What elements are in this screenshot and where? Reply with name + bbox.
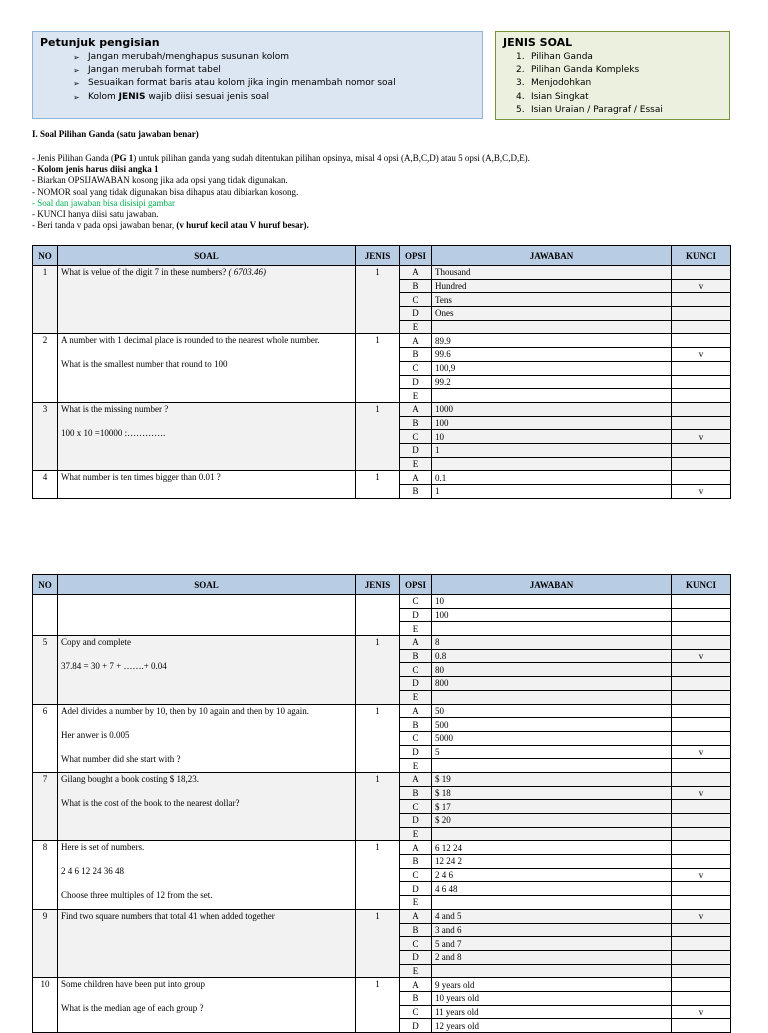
jenis-soal-box <box>495 31 730 120</box>
option-row <box>33 266 731 280</box>
table-header-row <box>33 246 731 266</box>
option-answer: 11 years old <box>432 1005 672 1019</box>
option-letter: C <box>400 595 432 609</box>
question-line-text: What is the median age of each group ? <box>61 1003 204 1014</box>
question-jenis: 1 <box>356 471 400 498</box>
option-key <box>672 266 731 280</box>
note-line: - Soal dan jawaban bisa disisipi gambar <box>32 197 175 208</box>
question-line <box>61 660 352 672</box>
question-line <box>61 358 352 370</box>
option-row <box>33 334 731 348</box>
note-line: - Beri tanda v pada opsi jawaban benar, (v huruf kecil atau V huruf besar). <box>32 220 309 231</box>
question-text <box>58 704 356 772</box>
option-answer: 100 <box>432 608 672 622</box>
option-letter: E <box>400 457 432 471</box>
header-jenis: JENIS <box>356 575 400 595</box>
option-key <box>672 1019 731 1033</box>
option-answer: 10 years old <box>432 991 672 1005</box>
option-answer: 0.1 <box>432 471 672 485</box>
option-answer: $ 18 <box>432 786 672 800</box>
jenis-soal-item: 5. Isian Uraian / Paragraf / Essai <box>516 104 663 115</box>
option-letter: D <box>400 677 432 691</box>
question-jenis <box>356 595 400 636</box>
option-answer <box>432 690 672 704</box>
option-letter: E <box>400 827 432 841</box>
option-letter: A <box>400 841 432 855</box>
option-letter: A <box>400 402 432 416</box>
option-key <box>672 772 731 786</box>
question-table-2 <box>32 574 731 1033</box>
option-answer: Hundred <box>432 279 672 293</box>
option-answer <box>432 964 672 978</box>
header-jawaban: JAWABAN <box>432 575 672 595</box>
question-jenis: 1 <box>356 772 400 840</box>
notes-block <box>32 153 530 231</box>
option-row <box>33 841 731 855</box>
instructions-list <box>33 49 482 104</box>
option-letter: C <box>400 430 432 444</box>
header-no: NO <box>33 246 58 266</box>
arrow-bullet-icon: ➢ <box>73 53 80 62</box>
question-line <box>61 334 352 346</box>
question-line-text: What is velue of the digit 7 in these numbers? <box>61 267 229 277</box>
option-answer: $ 20 <box>432 814 672 828</box>
option-key: v <box>672 786 731 800</box>
question-line <box>61 773 352 785</box>
option-key <box>672 361 731 375</box>
option-answer: 0.8 <box>432 649 672 663</box>
question-line <box>61 889 352 901</box>
option-key <box>672 759 731 773</box>
option-answer: 6 12 24 <box>432 841 672 855</box>
option-key <box>672 471 731 485</box>
option-answer <box>432 759 672 773</box>
arrow-bullet-icon: ➢ <box>73 92 80 102</box>
option-answer: 4 6 48 <box>432 882 672 896</box>
option-letter: A <box>400 471 432 485</box>
jenis-soal-item: 2. Pilihan Ganda Kompleks <box>516 65 640 76</box>
option-answer: 80 <box>432 663 672 677</box>
option-key <box>672 950 731 964</box>
option-answer: 9 years old <box>432 978 672 992</box>
option-answer: 3 and 6 <box>432 923 672 937</box>
option-key <box>672 334 731 348</box>
option-answer: 4 and 5 <box>432 909 672 923</box>
option-key <box>672 855 731 869</box>
option-key <box>672 896 731 910</box>
option-key: v <box>672 279 731 293</box>
question-text <box>58 334 356 402</box>
option-answer: 50 <box>432 704 672 718</box>
header-jawaban: JAWABAN <box>432 246 672 266</box>
option-letter: C <box>400 1005 432 1019</box>
question-number <box>33 595 58 636</box>
option-answer: 1 <box>432 485 672 499</box>
option-row <box>33 772 731 786</box>
question-line <box>61 753 352 765</box>
question-number: 2 <box>33 334 58 402</box>
option-key: v <box>672 868 731 882</box>
header-opsi: OPSI <box>400 246 432 266</box>
instructions-box <box>32 31 483 119</box>
question-line-text: Copy and complete <box>61 637 131 648</box>
question-line-text: What number is ten times bigger than 0.01 ? <box>61 472 221 483</box>
option-answer: 5000 <box>432 731 672 745</box>
option-answer: 10 <box>432 430 672 444</box>
question-jenis: 1 <box>356 636 400 704</box>
option-key <box>672 389 731 403</box>
option-letter: E <box>400 759 432 773</box>
option-answer <box>432 622 672 636</box>
option-letter: D <box>400 814 432 828</box>
option-answer: 100 <box>432 416 672 430</box>
jenis-soal-title: JENIS SOAL <box>503 36 573 49</box>
option-key <box>672 923 731 937</box>
option-letter: D <box>400 1019 432 1033</box>
option-letter: D <box>400 307 432 321</box>
option-key <box>672 443 731 457</box>
instructions-title: Petunjuk pengisian <box>40 36 160 49</box>
question-jenis: 1 <box>356 334 400 402</box>
option-answer: $ 19 <box>432 772 672 786</box>
option-answer: 8 <box>432 636 672 650</box>
option-key <box>672 937 731 951</box>
question-line-text: Adel divides a number by 10, then by 10 again and then by 10 again. <box>61 705 309 716</box>
question-number: 9 <box>33 909 58 977</box>
option-row <box>33 402 731 416</box>
note-line: - KUNCI hanya diisi satu jawaban. <box>32 209 159 220</box>
instruction-item: ➢ Jangan merubah format tabel <box>73 64 482 77</box>
jenis-soal-item: 3. Menjodohkan <box>516 78 592 89</box>
option-letter: B <box>400 855 432 869</box>
option-row <box>33 978 731 992</box>
option-letter: C <box>400 361 432 375</box>
question-line <box>61 1002 352 1014</box>
question-jenis: 1 <box>356 909 400 977</box>
option-answer: 12 years old <box>432 1019 672 1033</box>
option-letter: E <box>400 389 432 403</box>
option-key: v <box>672 909 731 923</box>
question-line-text: What is the cost of the book to the nearest dollar? <box>61 797 240 808</box>
jenis-soal-list <box>496 49 729 117</box>
option-key <box>672 690 731 704</box>
jenis-soal-item: 4. Isian Singkat <box>516 91 589 102</box>
option-key <box>672 718 731 732</box>
arrow-bullet-icon: ➢ <box>73 79 80 89</box>
option-letter: B <box>400 485 432 499</box>
option-key <box>672 320 731 334</box>
question-number: 1 <box>33 266 58 334</box>
option-key <box>672 827 731 841</box>
question-text <box>58 841 356 909</box>
header-no: NO <box>33 575 58 595</box>
question-line-text: Some children have been put into group <box>61 979 205 990</box>
option-key: v <box>672 745 731 759</box>
question-line-text: Choose three multiples of 12 from the set. <box>61 890 213 901</box>
question-line <box>61 910 352 922</box>
option-row <box>33 704 731 718</box>
option-answer: 10 <box>432 595 672 609</box>
option-key: v <box>672 649 731 663</box>
option-letter: B <box>400 416 432 430</box>
option-answer: 100,9 <box>432 361 672 375</box>
option-key <box>672 800 731 814</box>
option-key <box>672 663 731 677</box>
question-text <box>58 471 356 498</box>
question-number: 3 <box>33 402 58 470</box>
option-key <box>672 677 731 691</box>
option-answer: 89.9 <box>432 334 672 348</box>
option-key <box>672 457 731 471</box>
option-row <box>33 595 731 609</box>
option-letter: A <box>400 636 432 650</box>
note-line: - Kolom jenis harus diisi angka 1 <box>32 164 159 175</box>
question-text <box>58 595 356 636</box>
option-key <box>672 964 731 978</box>
arrow-bullet-icon: ➢ <box>73 66 80 76</box>
note-line: - Jenis Pilihan Ganda (PG 1) untuk pilihan ganda yang sudah ditentukan pilihan opsinya, misal 4 opsi (A,B,C,D) atau 5 opsi (A,B,C,D,E). <box>32 153 530 163</box>
option-key: v <box>672 1005 731 1019</box>
table-header-row <box>33 575 731 595</box>
question-number: 5 <box>33 636 58 704</box>
option-answer: 800 <box>432 677 672 691</box>
option-letter: C <box>400 293 432 307</box>
option-letter: B <box>400 786 432 800</box>
option-letter: D <box>400 443 432 457</box>
option-letter: D <box>400 608 432 622</box>
option-row <box>33 636 731 650</box>
question-number: 10 <box>33 978 58 1033</box>
option-letter: C <box>400 663 432 677</box>
option-answer: 500 <box>432 718 672 732</box>
option-key <box>672 814 731 828</box>
option-key <box>672 608 731 622</box>
question-text <box>58 266 356 334</box>
question-line <box>61 266 352 278</box>
option-key: v <box>672 348 731 362</box>
option-answer: 5 <box>432 745 672 759</box>
question-line-text: 37.84 = 30 + 7 + …….+ 0.04 <box>61 661 167 672</box>
jenis-soal-item: 1. Pilihan Ganda <box>516 52 593 62</box>
question-line <box>61 471 352 483</box>
option-letter: D <box>400 950 432 964</box>
option-letter: E <box>400 320 432 334</box>
question-line <box>61 797 352 809</box>
option-answer: $ 17 <box>432 800 672 814</box>
option-letter: E <box>400 896 432 910</box>
option-key: v <box>672 430 731 444</box>
option-key <box>672 622 731 636</box>
option-letter: C <box>400 731 432 745</box>
option-answer: 1000 <box>432 402 672 416</box>
header-opsi: OPSI <box>400 575 432 595</box>
question-line-italic: ( 6703.46) <box>228 267 266 277</box>
option-letter: A <box>400 704 432 718</box>
header-kunci: KUNCI <box>672 246 731 266</box>
option-key <box>672 375 731 389</box>
option-answer <box>432 457 672 471</box>
option-key <box>672 595 731 609</box>
option-key <box>672 978 731 992</box>
option-answer: 2 and 8 <box>432 950 672 964</box>
option-letter: A <box>400 909 432 923</box>
question-line <box>61 978 352 990</box>
option-key <box>672 402 731 416</box>
option-answer <box>432 320 672 334</box>
option-letter: C <box>400 868 432 882</box>
question-line-text: What number did she start with ? <box>61 753 181 764</box>
option-key <box>672 991 731 1005</box>
question-line-text: 100 x 10 =10000 :…………. <box>61 427 166 438</box>
option-row <box>33 909 731 923</box>
question-text <box>58 402 356 470</box>
option-key <box>672 841 731 855</box>
header-kunci: KUNCI <box>672 575 731 595</box>
question-line <box>61 636 352 648</box>
option-answer: 1 <box>432 443 672 457</box>
option-letter: B <box>400 718 432 732</box>
question-number: 6 <box>33 704 58 772</box>
option-key <box>672 307 731 321</box>
question-jenis: 1 <box>356 704 400 772</box>
question-text <box>58 978 356 1033</box>
instruction-item: ➢ Kolom JENIS wajib diisi sesuai jenis soal <box>73 91 482 104</box>
option-letter: D <box>400 375 432 389</box>
option-letter: E <box>400 690 432 704</box>
question-line <box>61 729 352 741</box>
option-key <box>672 882 731 896</box>
question-line <box>61 841 352 853</box>
question-line <box>61 427 352 439</box>
option-key <box>672 416 731 430</box>
option-answer: Thousand <box>432 266 672 280</box>
question-table-1 <box>32 245 731 499</box>
question-line-text: 2 4 6 12 24 36 48 <box>61 866 124 877</box>
question-line-text: Find two square numbers that total 41 when added together <box>61 910 275 921</box>
option-letter: B <box>400 348 432 362</box>
option-answer: 99.2 <box>432 375 672 389</box>
option-answer: Tens <box>432 293 672 307</box>
option-letter: E <box>400 622 432 636</box>
question-text <box>58 636 356 704</box>
question-number: 4 <box>33 471 58 498</box>
question-number: 7 <box>33 772 58 840</box>
option-letter: A <box>400 772 432 786</box>
option-answer: Ones <box>432 307 672 321</box>
option-row <box>33 471 731 485</box>
header-soal: SOAL <box>58 575 356 595</box>
option-key <box>672 293 731 307</box>
option-letter: C <box>400 800 432 814</box>
option-answer <box>432 827 672 841</box>
option-letter: B <box>400 279 432 293</box>
option-letter: A <box>400 334 432 348</box>
question-line-text: What is the smallest number that round to 100 <box>61 359 228 370</box>
option-letter: A <box>400 266 432 280</box>
option-key: v <box>672 485 731 499</box>
question-line-text: What is the missing number ? <box>61 403 169 414</box>
question-line <box>61 865 352 877</box>
header-soal: SOAL <box>58 246 356 266</box>
option-letter: A <box>400 978 432 992</box>
option-letter: B <box>400 649 432 663</box>
question-line-text: A number with 1 decimal place is rounded to the nearest whole number. <box>61 335 320 346</box>
option-answer <box>432 389 672 403</box>
option-letter: E <box>400 964 432 978</box>
question-line <box>61 705 352 717</box>
option-key <box>672 704 731 718</box>
instruction-item: ➢ Jangan merubah/menghapus susunan kolom <box>73 51 482 64</box>
instruction-item: ➢ Sesuaikan format baris atau kolom jika ingin menambah nomor soal <box>73 77 482 90</box>
question-line-text: Here is set of numbers. <box>61 842 145 853</box>
option-answer: 5 and 7 <box>432 937 672 951</box>
question-line-text: Her anwer is 0.005 <box>61 729 130 740</box>
question-text <box>58 909 356 977</box>
section-title: I. Soal Pilihan Ganda (satu jawaban benar) <box>32 129 199 139</box>
question-line-text: Gilang bought a book costing $ 18,23. <box>61 773 199 784</box>
option-letter: C <box>400 937 432 951</box>
question-jenis: 1 <box>356 402 400 470</box>
note-line: - NOMOR soal yang tidak digunakan bisa dihapus atau dibiarkan kosong. <box>32 186 299 197</box>
option-letter: B <box>400 991 432 1005</box>
option-letter: B <box>400 923 432 937</box>
question-line <box>61 403 352 415</box>
option-key <box>672 636 731 650</box>
note-line: - Biarkan OPSIJAWABAN kosong jika ada opsi yang tidak digunakan. <box>32 175 288 186</box>
option-key <box>672 731 731 745</box>
question-jenis: 1 <box>356 978 400 1033</box>
question-text <box>58 772 356 840</box>
header-jenis: JENIS <box>356 246 400 266</box>
option-answer: 2 4 6 <box>432 868 672 882</box>
option-letter: D <box>400 882 432 896</box>
question-jenis: 1 <box>356 841 400 909</box>
question-jenis: 1 <box>356 266 400 334</box>
option-answer: 99.6 <box>432 348 672 362</box>
option-answer: 12 24 2 <box>432 855 672 869</box>
question-number: 8 <box>33 841 58 909</box>
option-answer <box>432 896 672 910</box>
option-letter: D <box>400 745 432 759</box>
